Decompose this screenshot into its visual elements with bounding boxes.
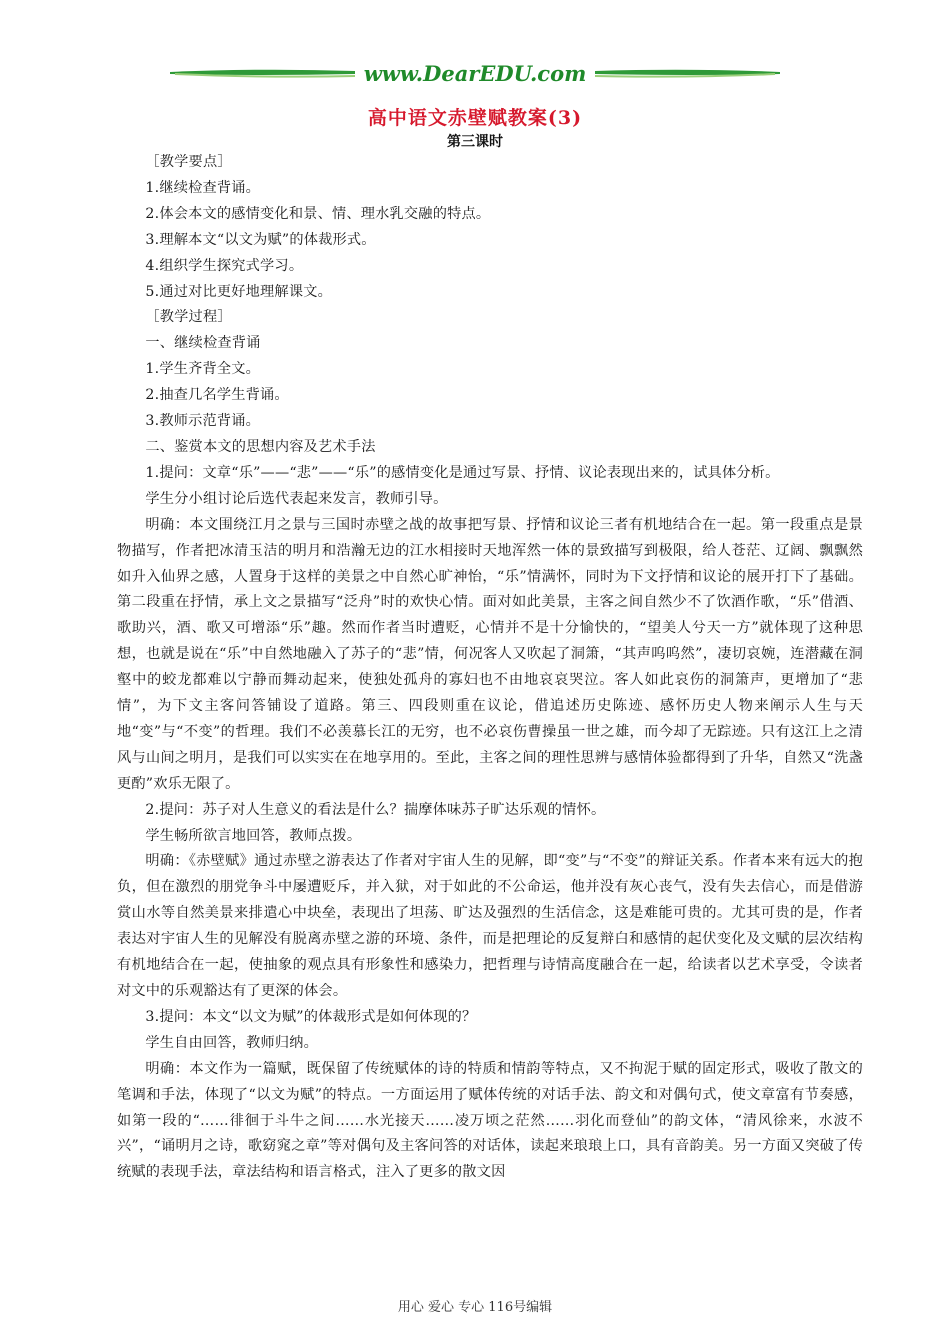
lesson-body [117,150,863,1186]
question-paragraph: 3.提问：本文“以文为赋”的体裁形式是如何体现的？ [145,1008,477,1025]
step-item: 3.教师示范背诵。 [145,413,261,430]
step-item: 2.抽查几名学生背诵。 [145,387,289,404]
step-item: 1.学生齐背全文。 [145,361,261,378]
answer-paragraph: 明确：本文作为一篇赋，既保留了传统赋体的诗的特质和情韵等特点，又不拘泥于赋的固定形式，吸收了散文的笔调和手法，体现了“以文为赋”的特点。一方面运用了赋体传统的对话手法、韵文和对偶句式，使文章富有节奏感，如第一段的“……徘徊于斗牛之间……水光接天……凌万顷之茫然……羽化而登仙”的韵文体，“清风徐来，水波不兴”，“诵明月之诗，歌窈窕之章”等对偶句及主客问答的对话体，读起来琅琅上口，具有音韵美。另一方面又突破了传统赋的表现手法，章法结构和语言格式，注入了更多的散文因 [117,1060,863,1181]
key-point-item: 4.组织学生探究式学习。 [145,257,304,274]
step-heading: 二、鉴赏本文的思想内容及艺术手法 [145,438,376,455]
key-point-item: 2.体会本文的感情变化和景、情、理水乳交融的特点。 [145,205,491,222]
banner-site-text: www.DearEDU.com [363,61,587,86]
section-heading-process: ［教学过程］ [145,309,232,326]
answer-paragraph: 明确：《赤壁赋》通过赤壁之游表达了作者对宇宙人生的见解，即“变”与“不变”的辩证关系。作者本来有远大的抱负，但在激烈的朋党争斗中屡遭贬斥，并入狱，对于如此的不公命运，他并没有灰心丧气，没有失去信心，而是借游赏山水等自然美景来排遣心中块垒，表现出了坦荡、旷达及强烈的生活信念，这是难能可贵的。尤其可贵的是，作者表达对宇宙人生的见解没有脱离赤壁之游的环境、条件，而是把理论的反复辩白和感情的起伏变化及文赋的层次结构有机地结合在一起，使抽象的观点具有形象性和感染力，把哲理与诗情高度融合在一起，给读者以艺术享受，令读者对文中的乐观豁达有了更深的体会。 [117,853,863,999]
banner-graphic [170,58,780,94]
document-title: 高中语文赤壁赋教案(3) [367,107,583,129]
question-paragraph: 2.提问：苏子对人生意义的看法是什么？揣摩体味苏子旷达乐观的情怀。 [145,801,606,818]
header-banner[interactable] [170,58,780,94]
key-point-item: 5.通过对比更好地理解课文。 [145,283,332,300]
step-heading: 一、继续检查背诵 [145,335,261,352]
lesson-subtitle: 第三课时 [447,134,503,150]
section-heading-key-points: ［教学要点］ [145,154,232,170]
key-point-item: 1.继续检查背诵。 [145,179,261,196]
activity-paragraph: 学生分小组讨论后选代表起来发言，教师引导。 [145,490,448,507]
activity-paragraph: 学生畅所欲言地回答，教师点拨。 [145,827,362,844]
page-footer: 用心 爱心 专心 116号编辑 [397,1300,553,1315]
activity-paragraph: 学生自由回答，教师归纳。 [145,1034,319,1051]
question-paragraph: 1.提问：文章“乐”——“悲”——“乐”的感情变化是通过写景、抒情、议论表现出来的，试具体分析。 [145,464,780,481]
key-point-item: 3.理解本文“以文为赋”的体裁形式。 [145,231,376,248]
answer-paragraph: 明确：本文围绕江月之景与三国时赤壁之战的故事把写景、抒情和议论三者有机地结合在一起。第一段重点是景物描写，作者把冰清玉洁的明月和浩瀚无边的江水相接时天地浑然一体的景致描写到极限，给人苍茫、辽阔、飘飘然如升入仙界之感，人置身于这样的美景之中自然心旷神怡，“乐”情满怀，同时为下文抒情和议论的展开打下了基础。第二段重在抒情，承上文之景描写“泛舟”时的欢快心情。面对如此美景，主客之间自然少不了饮酒作歌，“乐”借酒、歌助兴，酒、歌又可增添“乐”趣。然而作者当时遭贬，心情并不是十分愉快的，“望美人兮天一方”就体现了这种思想，也就是说在“乐”中自然地融入了苏子的“悲”情，何况客人又吹起了洞箫，“其声呜呜然”，凄切哀婉，连潜藏在洞壑中的蛟龙都难以宁静而舞动起来，使独处孤舟的寡妇也不由地哀哀哭泣。客人如此哀伤的洞箫声，更增加了“悲情”，为下文主客问答铺设了道路。第三、四段则重在议论，借追述历史陈迹、感怀历史人物来阐示人生与天地“变”与“不变”的哲理。我们不必羡慕长江的无穷，也不必哀伤曹操虽一世之雄，而今却了无踪迹。只有这江上之清风与山间之明月，是我们可以实实在在地享用的。至此，主客之间的理性思辨与感情体验都得到了升华，自然又“洗盏更酌”欢乐无限了。 [117,516,863,792]
